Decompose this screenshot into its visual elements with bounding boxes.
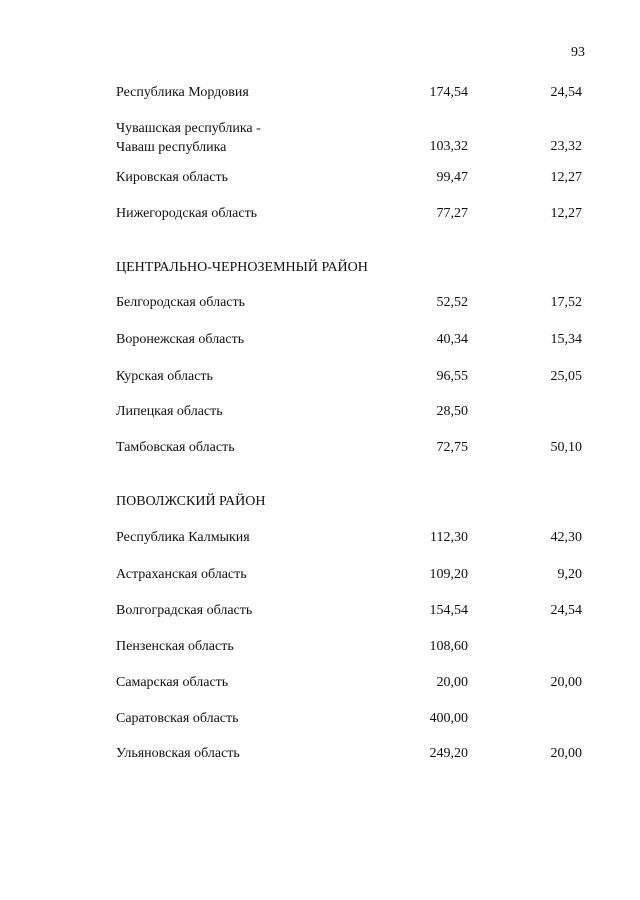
value-column-1: 400,00 [429,711,468,726]
value-column-1: 99,47 [436,170,468,185]
value-column-2: 50,10 [550,440,582,455]
value-column-2: 12,27 [550,170,582,185]
value-column-1: 72,75 [436,440,468,455]
value-column-1: 40,34 [436,332,468,347]
table-row [0,84,640,102]
value-column-2: 24,54 [550,603,582,618]
value-column-1: 109,20 [429,567,468,582]
value-column-2: 17,52 [550,295,582,310]
table-row [0,529,640,547]
section-heading: ПОВОЛЖСКИЙ РАЙОН [116,494,266,509]
value-column-1: 28,50 [436,404,468,419]
value-column-2: 15,34 [550,332,582,347]
value-column-1: 103,32 [429,139,468,154]
value-column-2: 25,05 [550,369,582,384]
table-row [0,566,640,584]
table-row [0,439,640,457]
table-row [0,745,640,763]
region-name: Белгородская область [116,295,246,310]
region-name: Астраханская область [116,567,247,582]
table-row [0,403,640,421]
value-column-2: 42,30 [550,530,582,545]
value-column-2: 20,00 [550,675,582,690]
value-column-2: 23,32 [550,139,582,154]
region-name-line-1: Чувашская республика - [116,121,261,136]
table-row [0,119,640,157]
table-row [0,331,640,349]
region-name: Курская область [116,369,213,384]
region-name: Волгоградская область [116,603,253,618]
table-row [0,710,640,728]
table-row [0,368,640,386]
region-name: Саратовская область [116,711,239,726]
table-row [0,674,640,692]
table-row [0,294,640,312]
value-column-2: 24,54 [550,85,582,100]
value-column-2: 9,20 [557,567,582,582]
region-name-line-2: Чаваш республика [116,140,227,155]
value-column-1: 20,00 [436,675,468,690]
value-column-1: 108,60 [429,639,468,654]
table-row [0,638,640,656]
value-column-1: 154,54 [429,603,468,618]
region-name: Республика Калмыкия [116,530,250,545]
value-column-1: 96,55 [436,369,468,384]
table-row [0,169,640,187]
value-column-1: 77,27 [436,206,468,221]
region-name: Пензенская область [116,639,234,654]
table-row [0,205,640,223]
region-name: Кировская область [116,170,229,185]
value-column-2: 12,27 [550,206,582,221]
region-name: Воронежская область [116,332,245,347]
region-name: Липецкая область [116,404,223,419]
value-column-2: 20,00 [550,746,582,761]
value-column-1: 174,54 [429,85,468,100]
value-column-1: 52,52 [436,295,468,310]
page-number: 93 [571,45,585,60]
table-row [0,602,640,620]
region-name: Самарская область [116,675,229,690]
region-name: Ульяновская область [116,746,240,761]
value-column-1: 112,30 [430,530,468,545]
region-name: Республика Мордовия [116,85,249,100]
region-name: Тамбовская область [116,440,235,455]
value-column-1: 249,20 [429,746,468,761]
section-heading: ЦЕНТРАЛЬНО-ЧЕРНОЗЕМНЫЙ РАЙОН [116,260,368,275]
region-name: Нижегородская область [116,206,258,221]
